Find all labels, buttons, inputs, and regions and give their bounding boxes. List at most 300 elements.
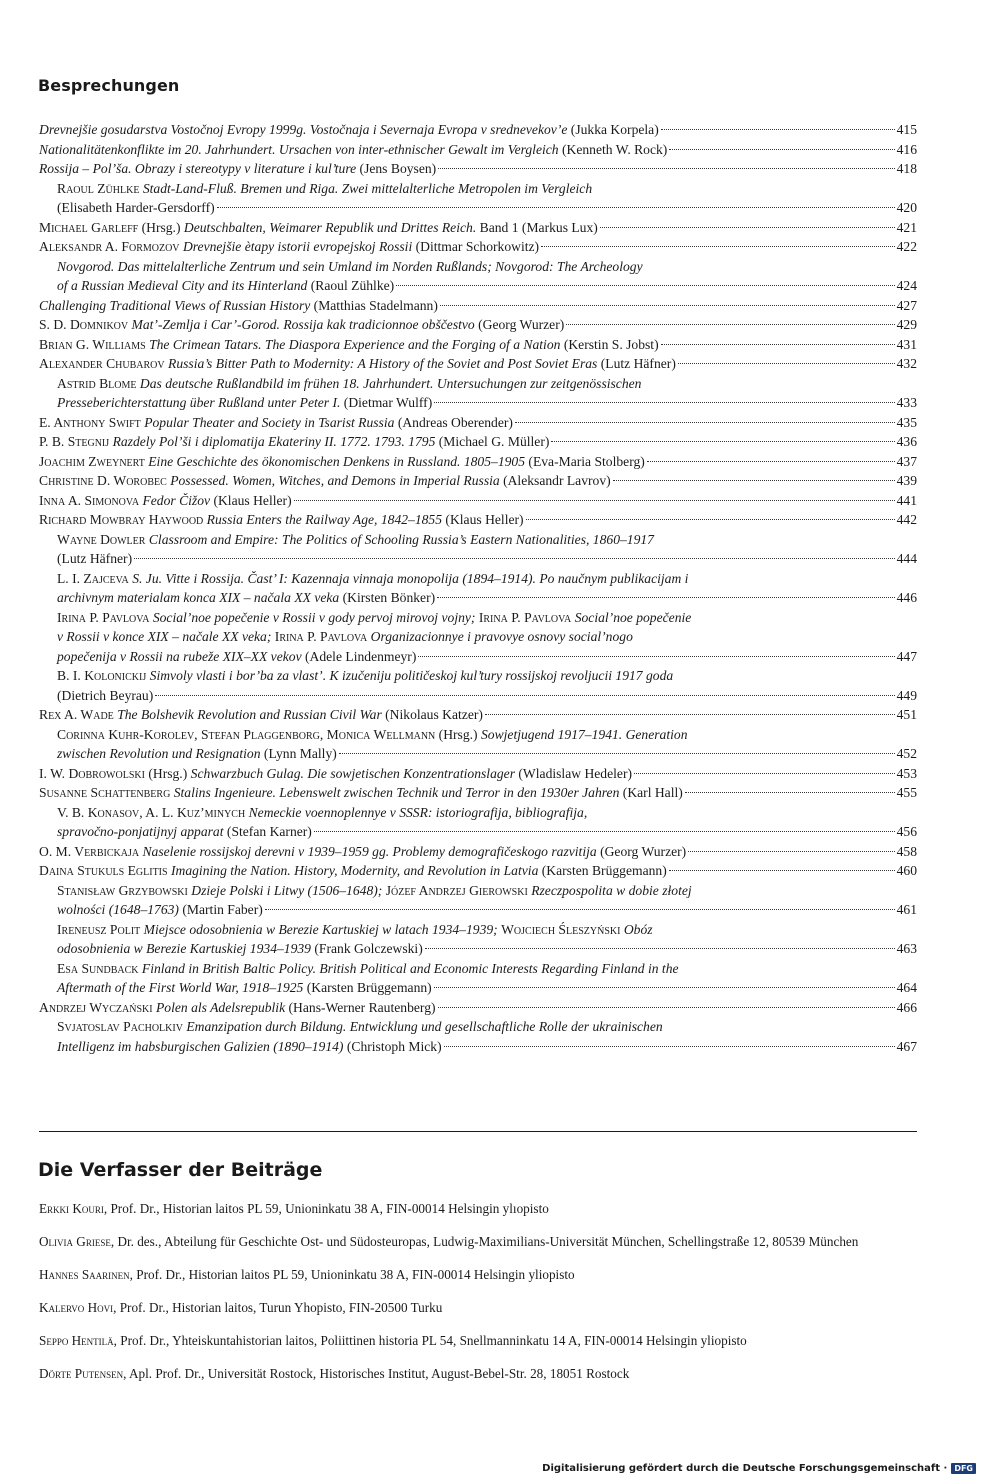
entry-text: (Lutz Häfner)	[57, 551, 133, 566]
entry-text: (Martin Faber)	[178, 902, 263, 917]
toc-line-text	[39, 491, 292, 511]
author-entry	[39, 1233, 919, 1251]
entry-text: (Lutz Häfner)	[597, 356, 676, 371]
book-title: Imagining the Nation. History, Modernity, and Revolution in Latvia	[170, 863, 539, 878]
author-name: Józef Andrzej Gierowski	[385, 882, 528, 898]
toc-entry	[39, 374, 917, 413]
author-name: Irina P. Pavlova	[274, 629, 368, 644]
page-number: 415	[896, 122, 917, 137]
entry-text: (Lynn Mally)	[260, 746, 337, 761]
toc-line-text	[39, 315, 564, 335]
page-number: 444	[896, 551, 917, 566]
toc-line-text	[39, 510, 524, 530]
toc-line	[39, 257, 917, 277]
toc-line-text	[57, 686, 153, 706]
toc-line	[39, 686, 917, 706]
book-title: Stalins Ingenieure. Lebenswelt zwischen Technik und Terror in den 1930er Jahren	[173, 785, 620, 800]
toc-line	[39, 471, 917, 491]
leader-dots	[265, 909, 895, 910]
footer-text: Digitalisierung gefördert durch die Deutsche Forschungsgemeinschaft ·	[542, 1463, 948, 1474]
toc-entry	[39, 140, 917, 160]
page-number: 431	[896, 336, 917, 352]
toc-line	[39, 1037, 917, 1057]
book-title: Polen als Adelsrepublik	[156, 999, 286, 1015]
toc-line	[39, 764, 917, 784]
author-entry	[39, 1266, 919, 1284]
toc-line	[39, 666, 917, 686]
toc-line	[39, 510, 917, 530]
leader-dots	[600, 227, 895, 228]
author-entry	[39, 1365, 919, 1383]
page-number: 422	[896, 239, 917, 254]
leader-dots	[551, 441, 894, 442]
toc-entry	[39, 569, 917, 608]
author-name: Wayne Dowler	[57, 531, 146, 547]
toc-line	[39, 959, 917, 979]
entry-text: (Hrsg.)	[435, 726, 481, 742]
author-name: Rex A. Wade	[39, 707, 114, 722]
toc-line	[39, 237, 917, 257]
author-name: Alexander Chubarov	[39, 356, 165, 371]
toc-line	[39, 725, 917, 745]
toc-line	[39, 939, 917, 959]
toc-entry	[39, 237, 917, 257]
leader-dots	[485, 714, 895, 715]
entry-text: (Georg Wurzer)	[596, 843, 687, 859]
leader-dots	[613, 480, 895, 481]
entry-text: (Raoul Zühlke)	[307, 278, 395, 293]
author-name: Astrid Blome	[57, 375, 137, 391]
toc-entry	[39, 803, 917, 842]
toc-line	[39, 1017, 917, 1037]
toc-line	[39, 822, 917, 842]
entry-text: (Dittmar Schorkowitz)	[412, 239, 540, 254]
book-title: Schwarzbuch Gulag. Die sowjetischen Konzentrationslager	[190, 765, 515, 781]
leader-dots	[678, 363, 895, 364]
page-number: 461	[896, 902, 917, 917]
page-number: 421	[896, 219, 917, 235]
toc-line	[39, 296, 917, 316]
book-title: The Crimean Tatars. The Diaspora Experience and the Forging of a Nation	[149, 336, 561, 352]
author-name: B. I. Kolonickij	[57, 668, 147, 683]
author-name: Andrzej Wyczański	[39, 999, 153, 1015]
book-title: Emanzipation durch Bildung. Entwicklung und gesellschaftliche Rolle der ukrainischen	[186, 1019, 663, 1034]
toc-line	[39, 413, 917, 433]
entry-text: (Klaus Heller)	[442, 512, 524, 527]
entry-text: (Eva-Maria Stolberg)	[525, 453, 645, 469]
table-of-contents	[39, 120, 917, 1056]
book-title: Russia Enters the Railway Age, 1842–1855	[206, 512, 443, 527]
entry-text: (Karsten Brüggemann)	[303, 980, 432, 995]
leader-dots	[425, 948, 895, 949]
book-title: Miejsce odosobnienia w Berezie Kartuskiej w latach 1934–1939;	[143, 921, 498, 937]
author-name: E. Anthony Swift	[39, 414, 141, 430]
page-number: 442	[896, 512, 917, 527]
book-title: odosobnienia w Berezie Kartuskiej 1934–1939	[57, 941, 311, 956]
toc-line-text	[39, 140, 667, 160]
leader-dots	[134, 558, 895, 559]
entry-text: (Hans-Werner Rautenberg)	[285, 999, 436, 1015]
book-title: spravočno-ponjatijnyj apparat	[57, 824, 224, 839]
toc-line-text	[39, 237, 539, 257]
book-title: Nationalitätenkonflikte im 20. Jahrhundert. Ursachen von inter-ethnischer Gewalt im Vergleich	[39, 141, 559, 157]
author-details: , Prof. Dr., Historian laitos PL 59, Unioninkatu 38 A, FIN-00014 Helsingin ylıopisto	[103, 1201, 549, 1216]
leader-dots	[515, 422, 895, 423]
toc-line	[39, 354, 917, 374]
toc-line-text	[57, 900, 263, 920]
toc-entry	[39, 159, 917, 179]
leader-dots	[314, 831, 895, 832]
toc-line	[39, 491, 917, 511]
book-title: The Bolshevik Revolution and Russian Civil War	[117, 707, 382, 722]
book-title: Social’noe popečenie	[574, 609, 692, 625]
entry-text: (Kerstin S. Jobst)	[560, 336, 659, 352]
book-title: archivnym materialam konca XIX – načala XX veka	[57, 590, 340, 605]
leader-dots	[217, 207, 895, 208]
toc-entry	[39, 218, 917, 238]
leader-dots	[661, 344, 895, 345]
book-title: Drevnejšie ètapy istorii evropejskoj Rossii	[182, 239, 413, 254]
page-number: 437	[896, 453, 917, 469]
toc-entry	[39, 510, 917, 530]
toc-line	[39, 218, 917, 238]
entry-text: (Matthias Stadelmann)	[310, 297, 438, 313]
author-name: Seppo Hentilä	[39, 1333, 114, 1348]
author-details: , Dr. des., Abteilung für Geschichte Ost- und Südosteuropas, Ludwig-Maximilians-Universität München, Schellingstraße 12, 80539 München	[110, 1234, 859, 1249]
book-title: Organizacionnye i pravovye osnovy social’nogo	[370, 629, 633, 644]
author-name: Aleksandr A. Formozov	[39, 239, 180, 254]
book-title: Russia’s Bitter Path to Modernity: A History of the Soviet and Post Soviet Eras	[168, 356, 598, 371]
book-title: Classroom and Empire: The Politics of Schooling Russia’s Eastern Nationalities, 1860–1917	[148, 531, 654, 547]
toc-entry	[39, 920, 917, 959]
toc-line	[39, 432, 917, 452]
author-details: , Apl. Prof. Dr., Universität Rostock, Historisches Institut, August-Bebel-Str. 28, 18051 Rostock	[123, 1366, 630, 1381]
page-number: 451	[896, 707, 917, 722]
book-title: Obóz	[623, 921, 653, 937]
author-name: Erkki Kouri	[39, 1201, 104, 1216]
toc-line-text	[57, 822, 312, 842]
author-name: Inna A. Simonova	[39, 492, 140, 508]
authors-list	[39, 1200, 919, 1398]
toc-entry	[39, 413, 917, 433]
toc-line	[39, 159, 917, 179]
entry-text: (Jens Boysen)	[356, 161, 437, 176]
toc-line-text	[39, 764, 632, 784]
toc-entry	[39, 120, 917, 140]
entry-text: (Karl Hall)	[619, 785, 683, 800]
toc-line	[39, 978, 917, 998]
toc-entry	[39, 764, 917, 784]
toc-line	[39, 276, 917, 296]
toc-line	[39, 335, 917, 355]
page-number: 453	[896, 765, 917, 781]
toc-entry	[39, 354, 917, 374]
page-number: 460	[896, 863, 917, 878]
toc-line-text	[39, 432, 549, 452]
book-title: Dzieje Polski i Litwy (1506–1648);	[191, 882, 383, 898]
book-title: Eine Geschichte des ökonomischen Denkens in Russland. 1805–1905	[148, 453, 526, 469]
entry-text: (Jukka Korpela)	[567, 122, 659, 137]
toc-line-text	[57, 549, 132, 569]
toc-line	[39, 647, 917, 667]
leader-dots	[339, 753, 895, 754]
book-title: Presseberichterstattung über Rußland unter Peter I.	[57, 395, 341, 410]
author-name: Ireneusz Polit	[57, 921, 141, 937]
toc-entry	[39, 491, 917, 511]
leader-dots	[685, 792, 895, 793]
book-title: Deutschbalten, Weimarer Republik und Drittes Reich.	[183, 219, 477, 235]
entry-text: (Stefan Karner)	[223, 824, 312, 839]
toc-line	[39, 783, 917, 803]
toc-line-text	[39, 861, 667, 881]
book-title: Fedor Čižov	[142, 492, 211, 508]
toc-line	[39, 881, 917, 901]
footer	[542, 1463, 976, 1474]
book-title: Intelligenz im habsburgischen Galizien (1890–1914)	[57, 1038, 344, 1054]
toc-line	[39, 900, 917, 920]
author-name: Christine D. Worobec	[39, 473, 167, 488]
toc-line	[39, 315, 917, 335]
page-number: 458	[896, 843, 917, 859]
entry-text: (Aleksandr Lavrov)	[499, 473, 611, 488]
page-number: 436	[896, 434, 917, 449]
toc-entry	[39, 842, 917, 862]
book-title: Challenging Traditional Views of Russian History	[39, 297, 311, 313]
entry-text: (Wladislaw Hedeler)	[515, 765, 633, 781]
entry-text: (Adele Lindenmeyr)	[301, 648, 417, 664]
toc-entry	[39, 705, 917, 725]
book-title: Sowjetjugend 1917–1941. Generation	[480, 726, 688, 742]
author-entry	[39, 1299, 919, 1317]
author-name: Irina P. Pavlova	[57, 609, 150, 625]
toc-line	[39, 179, 917, 199]
author-name: Hannes Saarinen	[39, 1267, 130, 1282]
entry-text: (Dietmar Wulff)	[340, 395, 433, 410]
book-title: zwischen Revolution und Resignation	[57, 746, 261, 761]
book-title: Popular Theater and Society in Tsarist Russia	[144, 414, 395, 430]
leader-dots	[661, 129, 895, 130]
page-number: 452	[896, 746, 917, 761]
toc-entry	[39, 959, 917, 998]
page-number: 455	[896, 785, 917, 800]
author-name: Irina P. Pavlova	[478, 609, 572, 625]
toc-entry	[39, 530, 917, 569]
toc-line-text	[39, 354, 676, 374]
toc-entry	[39, 1017, 917, 1056]
page-number: 424	[896, 278, 917, 293]
entry-text: (Frank Golczewski)	[310, 941, 423, 956]
leader-dots	[155, 695, 894, 696]
toc-line	[39, 374, 917, 394]
author-name: Kalervo Hovi	[39, 1300, 114, 1315]
author-name: Esa Sundback	[57, 960, 139, 976]
author-name: L. I. Zajceva	[57, 570, 129, 586]
toc-line-text	[57, 744, 337, 764]
divider	[39, 1131, 917, 1132]
book-title: Social’noe popečenie v Rossii v gody pervoj mirovoj vojny;	[152, 609, 476, 625]
page-number: 435	[896, 414, 917, 430]
toc-line	[39, 608, 917, 628]
page-number: 447	[896, 648, 917, 664]
author-name: Dörte Putensen	[39, 1366, 124, 1381]
book-title: Drevnejšie gosudarstva Vostočnoj Evropy 1999g. Vostočnaja i Severnaja Evropa v srednevekov’e	[39, 122, 568, 137]
author-details: , Prof. Dr., Historian laitos, Turun Yhopisto, FIN-20500 Turku	[113, 1300, 443, 1315]
entry-text: Band 1 (Markus Lux)	[476, 219, 598, 235]
book-title: Naselenie rossijskoj derevni v 1939–1959 gg. Problemy demografičeskogo razvitija	[142, 843, 597, 859]
leader-dots	[647, 461, 895, 462]
toc-line	[39, 120, 917, 140]
leader-dots	[418, 656, 894, 657]
toc-line	[39, 861, 917, 881]
toc-line-text	[39, 998, 436, 1018]
leader-dots	[438, 168, 894, 169]
author-name: Raoul Zühlke	[57, 180, 140, 196]
toc-line-text	[57, 1037, 442, 1057]
toc-line-text	[57, 939, 423, 959]
leader-dots	[438, 1007, 895, 1008]
toc-line-text	[57, 276, 394, 296]
toc-line-text	[39, 842, 686, 862]
author-name: Joachim Zweynert	[39, 453, 145, 469]
author-details: , Prof. Dr., Yhteiskuntahistorian laitos, Poliittinen historia PL 54, Snellmanninkatu 14 A, FIN-00014 Helsingin yliopisto	[113, 1333, 747, 1348]
toc-line-text	[39, 705, 483, 725]
toc-line	[39, 705, 917, 725]
author-name: Michael Garleff	[39, 219, 139, 235]
book-title: v Rossii v konce XIX – načale XX veka;	[57, 629, 272, 644]
toc-line	[39, 140, 917, 160]
author-name: Stanisław Grzybowski	[57, 882, 188, 898]
toc-line-text	[39, 159, 436, 179]
toc-entry	[39, 452, 917, 472]
book-title: popečenija v Rossii na rubeže XIX–XX vekov	[57, 648, 302, 664]
book-title: Possessed. Women, Witches, and Demons in Imperial Russia	[170, 473, 500, 488]
author-name: S. D. Domnikov	[39, 317, 129, 332]
toc-line	[39, 588, 917, 608]
book-title: S. Ju. Vitte i Rossija. Čast’ I: Kazennaja vinnaja monopolija (1894–1914). Po naučnym publikacijam i	[132, 570, 689, 586]
author-name: Wojciech Śleszyński	[501, 921, 621, 937]
toc-line-text	[57, 588, 435, 608]
author-name: Richard Mowbray Haywood	[39, 512, 204, 527]
page-number: 441	[896, 492, 917, 508]
toc-line	[39, 569, 917, 589]
page-number: 420	[896, 200, 917, 215]
author-name: Brian G. Williams	[39, 336, 146, 352]
author-name: Svjatoslav Pacholkiv	[57, 1019, 183, 1034]
toc-line	[39, 198, 917, 218]
leader-dots	[634, 773, 895, 774]
toc-entry	[39, 296, 917, 316]
author-entry	[39, 1200, 919, 1218]
toc-line	[39, 744, 917, 764]
toc-entry	[39, 257, 917, 296]
toc-entry	[39, 608, 917, 667]
leader-dots	[294, 500, 895, 501]
section-title: Besprechungen	[38, 76, 180, 95]
toc-line-text	[39, 783, 683, 803]
entry-text: (Andreas Oberender)	[394, 414, 513, 430]
author-name: Olivia Griese	[39, 1234, 111, 1249]
author-name: I. W. Dobrowolski	[39, 765, 145, 781]
toc-entry	[39, 471, 917, 491]
page-number: 449	[896, 687, 917, 703]
toc-line-text	[39, 452, 645, 472]
book-title: Stadt-Land-Fluß. Bremen und Riga. Zwei mittelalterliche Metropolen im Vergleich	[142, 180, 593, 196]
book-title: Mat’-Zemlja i Car’-Gorod. Rossija kak tradicionnoe obščestvo	[131, 317, 475, 332]
leader-dots	[669, 149, 894, 150]
author-name: P. B. Stegnij	[39, 434, 110, 449]
leader-dots	[566, 324, 894, 325]
author-name: Corinna Kuhr-Korolev, Stefan Plaggenborg, Monica Wellmann	[57, 726, 436, 742]
entry-text: (Karsten Brüggemann)	[538, 863, 667, 878]
leader-dots	[541, 246, 895, 247]
page-number: 466	[896, 999, 917, 1015]
toc-line-text	[39, 218, 598, 238]
toc-line-text	[57, 978, 432, 998]
toc-line	[39, 998, 917, 1018]
page-number: 432	[896, 356, 917, 371]
page-number: 418	[896, 161, 917, 176]
leader-dots	[434, 402, 894, 403]
toc-line	[39, 627, 917, 647]
entry-text: (Michael G. Müller)	[435, 434, 550, 449]
page-number: 456	[896, 824, 917, 839]
toc-entry	[39, 998, 917, 1018]
book-title: Finland in British Baltic Policy. British Political and Economic Interests Regarding Finland in the	[141, 960, 679, 976]
book-title: Simvoly vlasti i bor’ba za vlast’. K izučeniju političeskoj kul’tury rossijskoj revoljucii 1917 goda	[149, 668, 674, 683]
page-number: 433	[896, 395, 917, 410]
toc-line	[39, 393, 917, 413]
author-name: O. M. Verbickaja	[39, 843, 140, 859]
toc-line	[39, 452, 917, 472]
toc-entry	[39, 432, 917, 452]
entry-text: (Kirsten Bönker)	[339, 590, 436, 605]
author-entry	[39, 1332, 919, 1350]
author-name: Daina Stukuls Eglitis	[39, 863, 168, 878]
book-title: Razdely Pol’ši i diplomatija Ekateriny II. 1772. 1793. 1795	[112, 434, 436, 449]
entry-text: (Hrsg.)	[138, 219, 184, 235]
entry-text: (Christoph Mick)	[343, 1038, 442, 1054]
toc-line	[39, 842, 917, 862]
entry-text: (Dietrich Beyrau)	[57, 687, 154, 703]
book-title: Rzeczpospolita w dobie złotej	[531, 882, 692, 898]
page-number: 429	[896, 317, 917, 332]
leader-dots	[526, 519, 895, 520]
toc-line	[39, 920, 917, 940]
toc-line-text	[39, 471, 611, 491]
page-number: 467	[896, 1038, 917, 1054]
entry-text: (Klaus Heller)	[210, 492, 292, 508]
book-title: wolności (1648–1763)	[57, 902, 179, 917]
page-number: 464	[896, 980, 917, 995]
toc-line-text	[39, 335, 659, 355]
toc-entry	[39, 315, 917, 335]
author-name: Susanne Schattenberg	[39, 785, 171, 800]
leader-dots	[434, 987, 895, 988]
toc-line-text	[39, 413, 513, 433]
toc-line-text	[39, 120, 659, 140]
entry-text: (Nikolaus Katzer)	[381, 707, 483, 722]
book-title: Novgorod. Das mittelalterliche Zentrum und sein Umland im Norden Rußlands; Novgorod: The Archeology	[57, 258, 643, 274]
toc-entry	[39, 725, 917, 764]
entry-text: (Georg Wurzer)	[474, 317, 565, 332]
leader-dots	[669, 870, 895, 871]
toc-entry	[39, 881, 917, 920]
toc-line-text	[57, 647, 416, 667]
page-number: 416	[896, 141, 917, 157]
toc-line-text	[57, 393, 432, 413]
leader-dots	[444, 1046, 895, 1047]
toc-line-text	[57, 198, 215, 218]
